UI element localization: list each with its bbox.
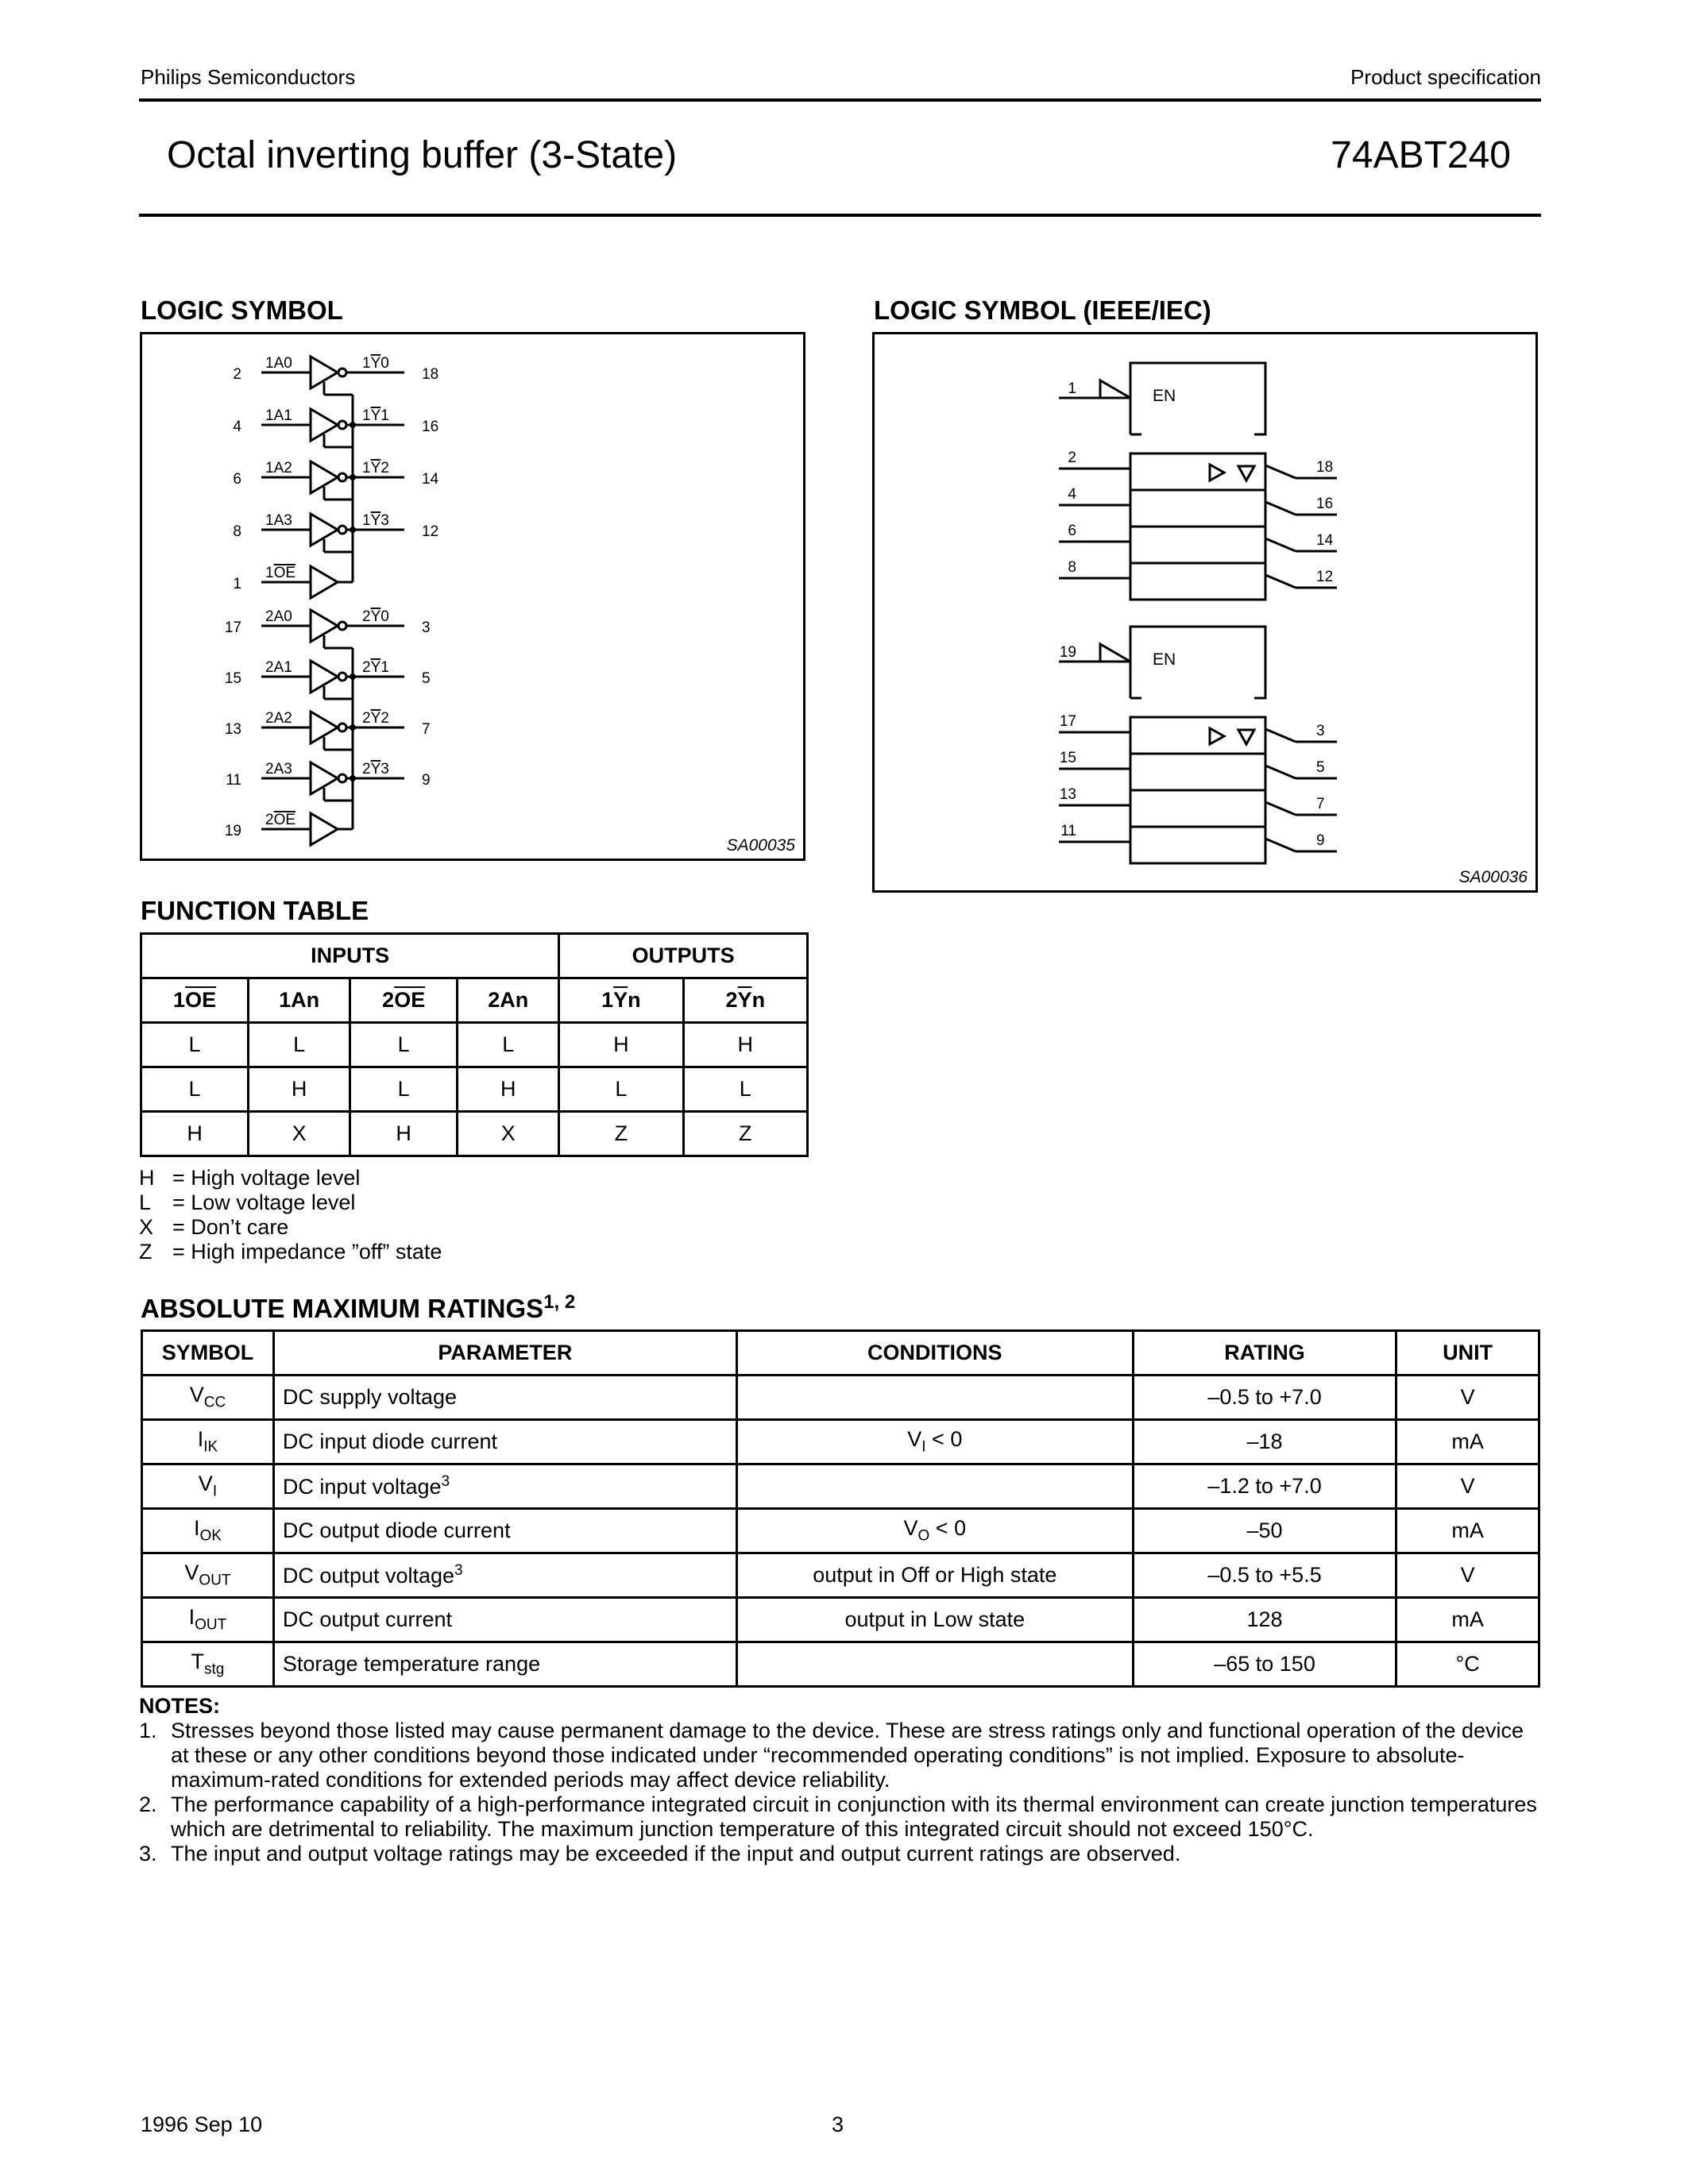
- junction-dot: [350, 527, 356, 533]
- table-cell: [273, 1509, 736, 1553]
- table-cell: [736, 1376, 1133, 1420]
- table-row: [141, 1067, 808, 1112]
- active-low-indicator: [1100, 644, 1130, 662]
- condition: V: [903, 1516, 918, 1541]
- col-prefix: 2: [382, 988, 395, 1012]
- output-pin-number: 14: [422, 471, 439, 488]
- group-inputs: INPUTS: [141, 934, 559, 978]
- table-row: [141, 1112, 808, 1156]
- col-overline: $\overline{OE}$: [185, 988, 217, 1012]
- parameter: Storage temperature range: [282, 1652, 541, 1676]
- table-row: [142, 1509, 1539, 1553]
- table-cell: [142, 1598, 274, 1642]
- abs-max-title: [141, 1291, 575, 1324]
- output-label: 2Y3: [362, 761, 389, 778]
- function-table: [140, 932, 809, 1157]
- col-suffix: n: [751, 988, 766, 1012]
- rating: 128: [1246, 1607, 1283, 1631]
- rating: –0.5 to +5.5: [1207, 1563, 1322, 1587]
- junction-dot: [350, 724, 356, 731]
- input-pin-number: 15: [1059, 750, 1076, 766]
- part-number: 74ABT240: [1331, 134, 1511, 176]
- rating: –65 to 150: [1214, 1652, 1315, 1676]
- buffer-symbol: [1210, 465, 1224, 480]
- pin-number: 8: [233, 523, 241, 540]
- output-pin-number: 3: [1316, 723, 1325, 739]
- symbol-subscript: CC: [203, 1394, 226, 1411]
- table-cell: [1133, 1420, 1396, 1464]
- input-pin-number: 6: [1068, 523, 1076, 539]
- buffer-gate: [311, 566, 338, 598]
- pin-number: 4: [233, 419, 241, 435]
- footer-date: 1996 Sep 10: [141, 2113, 263, 2136]
- table-cell: [736, 1553, 1133, 1598]
- output-pin-number: 16: [422, 419, 439, 435]
- table-cell: H: [683, 1023, 807, 1067]
- rating: –50: [1246, 1518, 1283, 1542]
- column-header: UNIT: [1396, 1331, 1539, 1376]
- symbol: I: [188, 1605, 195, 1630]
- table-cell: [273, 1553, 736, 1598]
- legend-key: Z: [139, 1240, 153, 1264]
- figure-id: SA00035: [726, 836, 795, 855]
- symbol: V: [198, 1472, 213, 1496]
- legend-item: [139, 1215, 442, 1240]
- table-cell: [1133, 1509, 1396, 1553]
- junction-dot: [350, 422, 356, 428]
- parameter: DC output diode current: [282, 1518, 511, 1542]
- output-pin-number: 18: [1316, 459, 1334, 476]
- input-label: 1A2: [265, 460, 292, 477]
- en-pin-number: 1: [1068, 380, 1076, 397]
- table-row: [142, 1376, 1539, 1420]
- output-pin-number: 7: [422, 721, 431, 738]
- negation-indicator: [1265, 502, 1296, 515]
- output-label: 2Y2: [362, 710, 389, 727]
- output-pin-number: 16: [1316, 496, 1334, 512]
- symbol: T: [191, 1650, 205, 1674]
- abs-max-header: [142, 1331, 1539, 1376]
- output-label: 1Y0: [362, 355, 389, 372]
- table-cell: [273, 1598, 736, 1642]
- junction-dot: [350, 474, 356, 480]
- table-cell: Z: [683, 1112, 807, 1156]
- column-header: [249, 978, 350, 1023]
- en-box: [1130, 627, 1265, 698]
- legend-text: = Low voltage level: [172, 1190, 356, 1214]
- buffer-gate: [311, 813, 338, 845]
- table-cell: L: [141, 1067, 249, 1112]
- note-text: The performance capability of a high-performance integrated circuit in conjunction with its thermal environment can create junction temperatures which are detrimental to reliability. The maximum junction temperature of this integrated circuit should not exceed 150°C.: [171, 1792, 1537, 1841]
- table-cell: [142, 1642, 274, 1687]
- input-pin-number: 11: [1060, 823, 1076, 839]
- symbol: V: [189, 1383, 204, 1407]
- col-prefix: 2An: [488, 988, 529, 1012]
- column-header: [683, 978, 807, 1023]
- oe-label: 1OE: [265, 565, 296, 581]
- input-pin-number: 13: [1059, 786, 1076, 803]
- symbol-subscript: stg: [204, 1661, 225, 1678]
- rating: –1.2 to +7.0: [1207, 1474, 1322, 1498]
- figure-id: SA00036: [1458, 868, 1528, 886]
- symbol-subscript: OUT: [199, 1572, 231, 1589]
- en-pin-number: 19: [1059, 644, 1076, 661]
- abs-max-title-text: ABSOLUTE MAXIMUM RATINGS: [141, 1294, 544, 1323]
- input-pin-number: 8: [1068, 559, 1076, 576]
- en-box: [1130, 363, 1265, 434]
- note-number: 2.: [139, 1792, 157, 1816]
- input-pin-number: 4: [1068, 486, 1076, 503]
- table-cell: Z: [559, 1112, 683, 1156]
- pin-number: 13: [224, 721, 241, 738]
- output-pin-number: 12: [1316, 569, 1334, 585]
- table-cell: L: [350, 1023, 458, 1067]
- header-rule-bottom: [139, 214, 1541, 217]
- table-cell: X: [249, 1112, 350, 1156]
- symbol: V: [184, 1561, 199, 1585]
- iec-symbol-title: LOGIC SYMBOL (IEEE/IEC): [874, 295, 1211, 325]
- table-cell: [1133, 1464, 1396, 1509]
- output-label: 1Y3: [362, 512, 389, 529]
- negation-indicator: [1265, 729, 1296, 742]
- table-cell: [1133, 1553, 1396, 1598]
- inverter-bubble: [338, 369, 346, 376]
- table-row: [142, 1598, 1539, 1642]
- table-cell: X: [458, 1112, 559, 1156]
- col-overline: $\overline{Y}$: [613, 988, 628, 1012]
- table-cell: L: [350, 1067, 458, 1112]
- output-label: 1Y1: [362, 407, 389, 424]
- pin-number: 11: [226, 772, 241, 789]
- symbol: I: [197, 1427, 204, 1452]
- condition-subscript: O: [917, 1527, 930, 1545]
- table-cell: [1396, 1464, 1539, 1509]
- company-name: Philips Semiconductors: [141, 65, 356, 89]
- table-cell: [1133, 1598, 1396, 1642]
- table-cell: [273, 1642, 736, 1687]
- symbol: I: [193, 1516, 200, 1541]
- legend-item: [139, 1190, 442, 1215]
- legend-item: [139, 1166, 442, 1190]
- inverter-bubble: [338, 774, 346, 782]
- negation-indicator: [1265, 538, 1296, 551]
- inverter-bubble: [338, 421, 346, 429]
- negation-indicator: [1265, 465, 1296, 478]
- pin-number: 6: [233, 471, 241, 488]
- legend-key: H: [139, 1166, 155, 1190]
- condition-tail: < 0: [929, 1516, 967, 1541]
- inverter-bubble: [338, 526, 346, 534]
- output-pin-number: 14: [1316, 532, 1334, 549]
- negation-indicator: [1265, 575, 1296, 588]
- pin-number: 15: [224, 670, 241, 687]
- table-cell: [142, 1509, 274, 1553]
- rating: –0.5 to +7.0: [1207, 1385, 1322, 1409]
- table-cell: [736, 1509, 1133, 1553]
- legend-item: [139, 1240, 442, 1264]
- notes: [139, 1694, 1541, 1866]
- column-header: [350, 978, 458, 1023]
- unit: V: [1460, 1563, 1475, 1587]
- output-pin-number: 3: [422, 619, 431, 636]
- column-header: RATING: [1133, 1331, 1396, 1376]
- input-pin-number: 17: [1059, 713, 1076, 730]
- table-row: [141, 1023, 808, 1067]
- inverter-bubble: [338, 723, 346, 731]
- negation-indicator: [1265, 766, 1296, 778]
- col-prefix: 2: [725, 988, 738, 1012]
- page-title: Octal inverting buffer (3-State): [167, 134, 678, 176]
- condition: output in Off or High state: [813, 1563, 1057, 1587]
- output-pin-number: 5: [1316, 759, 1325, 776]
- condition-tail: < 0: [925, 1427, 963, 1452]
- input-pin-number: 2: [1068, 450, 1076, 466]
- parameter: DC input diode current: [282, 1430, 498, 1453]
- note-number: 3.: [139, 1842, 157, 1866]
- output-pin-number: 7: [1316, 796, 1325, 812]
- iec-symbol-figure: [872, 332, 1538, 893]
- output-label: 2Y1: [362, 659, 389, 676]
- table-cell: [736, 1598, 1133, 1642]
- unit: mA: [1451, 1430, 1484, 1453]
- col-suffix: n: [628, 988, 641, 1012]
- note-item: [139, 1842, 1541, 1866]
- note-item: [139, 1719, 1541, 1792]
- legend-text: = High impedance ”off” state: [172, 1240, 442, 1264]
- function-table-legend: [139, 1166, 442, 1264]
- legend-key: L: [139, 1190, 152, 1214]
- column-header: [141, 978, 249, 1023]
- negation-indicator: [1265, 802, 1296, 815]
- table-cell: [1133, 1376, 1396, 1420]
- doc-type: Product specification: [1350, 65, 1541, 89]
- table-cell: [273, 1420, 736, 1464]
- column-header: SYMBOL: [142, 1331, 274, 1376]
- unit: V: [1460, 1474, 1475, 1498]
- table-row: [142, 1642, 1539, 1687]
- table-cell: [736, 1642, 1133, 1687]
- notes-title: NOTES:: [139, 1694, 221, 1718]
- symbol-subscript: OK: [199, 1527, 222, 1545]
- table-cell: [142, 1464, 274, 1509]
- en-label: EN: [1153, 650, 1176, 669]
- table-cell: L: [458, 1023, 559, 1067]
- pin-number: 2: [233, 366, 241, 383]
- active-low-indicator: [1100, 380, 1130, 398]
- column-header: [559, 978, 683, 1023]
- unit: mA: [1451, 1607, 1484, 1631]
- output-pin-number: 12: [422, 523, 439, 540]
- input-label: 1A3: [265, 512, 292, 529]
- three-state-symbol: [1238, 730, 1254, 744]
- unit: °C: [1455, 1652, 1480, 1676]
- oe-label: 2OE: [265, 812, 296, 828]
- table-cell: [1396, 1376, 1539, 1420]
- input-label: 2A1: [265, 659, 292, 676]
- page-number: 3: [832, 2113, 844, 2136]
- parameter: DC supply voltage: [282, 1385, 458, 1409]
- table-cell: H: [350, 1112, 458, 1156]
- logic-symbol-title: LOGIC SYMBOL: [141, 295, 343, 325]
- iec-symbol-diagram: [875, 334, 1535, 890]
- table-cell: H: [141, 1112, 249, 1156]
- parameter: DC output current: [282, 1607, 453, 1631]
- col-overline: $\overline{OE}$: [394, 988, 426, 1012]
- col-overline: $\overline{Y}$: [737, 988, 752, 1012]
- table-row: [142, 1420, 1539, 1464]
- legend-text: = Don’t care: [172, 1215, 289, 1239]
- oe-pin-number: 19: [224, 823, 241, 839]
- header-rule-top: [139, 98, 1541, 102]
- inverter-bubble: [338, 473, 346, 481]
- note-text: The input and output voltage ratings may be exceeded if the input and output current ratings are observed.: [171, 1842, 1181, 1866]
- table-cell: [1133, 1642, 1396, 1687]
- junction-dot: [350, 775, 356, 781]
- output-pin-number: 9: [1316, 832, 1325, 849]
- group-outputs: OUTPUTS: [559, 934, 808, 978]
- abs-max-table: [141, 1329, 1540, 1688]
- parameter: DC input voltage: [282, 1475, 442, 1499]
- output-pin-number: 5: [422, 670, 431, 687]
- table-cell: L: [683, 1067, 807, 1112]
- input-label: 2A3: [265, 761, 292, 778]
- negation-indicator: [1265, 839, 1296, 851]
- table-cell: [736, 1464, 1133, 1509]
- table-cell: [1396, 1420, 1539, 1464]
- footnote-ref: 3: [454, 1562, 463, 1579]
- table-cell: [1396, 1598, 1539, 1642]
- column-header: PARAMETER: [273, 1331, 736, 1376]
- table-cell: [1396, 1509, 1539, 1553]
- table-cell: [142, 1376, 274, 1420]
- table-cell: [273, 1376, 736, 1420]
- column-header: CONDITIONS: [736, 1331, 1133, 1376]
- col-prefix: 1An: [279, 988, 320, 1012]
- note-number: 1.: [139, 1719, 157, 1742]
- input-label: 1A0: [265, 355, 292, 372]
- footnote-ref: 3: [441, 1473, 450, 1490]
- legend-text: = High voltage level: [172, 1166, 361, 1190]
- table-cell: L: [559, 1067, 683, 1112]
- col-prefix: 1: [601, 988, 614, 1012]
- table-cell: [273, 1464, 736, 1509]
- inverter-bubble: [338, 673, 346, 681]
- parameter: DC output voltage: [282, 1564, 455, 1588]
- note-item: [139, 1792, 1541, 1842]
- symbol-subscript: IK: [203, 1438, 218, 1456]
- en-label: EN: [1153, 387, 1176, 405]
- output-pin-number: 18: [422, 366, 439, 383]
- table-cell: [1396, 1553, 1539, 1598]
- table-cell: L: [249, 1023, 350, 1067]
- buffer-symbol: [1210, 728, 1224, 744]
- output-label: 1Y2: [362, 460, 389, 477]
- condition: output in Low state: [844, 1607, 1026, 1631]
- table-row: [142, 1553, 1539, 1598]
- condition-subscript: I: [921, 1438, 926, 1456]
- column-header: [458, 978, 559, 1023]
- function-table-title: FUNCTION TABLE: [141, 896, 369, 925]
- table-cell: H: [458, 1067, 559, 1112]
- rating: –18: [1246, 1430, 1283, 1453]
- table-cell: [736, 1420, 1133, 1464]
- oe-pin-number: 1: [233, 576, 241, 592]
- note-text: Stresses beyond those listed may cause permanent damage to the device. These are stress ratings only and functional operation of the device at these or any other conditions beyond those indicated under “recommended operating conditions” is not implied. Exposure to absolute-maximum-rated conditions for extended periods may affect device reliability.: [171, 1719, 1524, 1792]
- symbol-subscript: I: [212, 1483, 218, 1500]
- condition: V: [907, 1427, 922, 1452]
- table-cell: H: [249, 1067, 350, 1112]
- output-label: 2Y0: [362, 608, 389, 625]
- table-cell: H: [559, 1023, 683, 1067]
- col-prefix: 1: [173, 988, 186, 1012]
- legend-key: X: [139, 1215, 154, 1239]
- unit: mA: [1451, 1518, 1484, 1542]
- input-label: 2A0: [265, 608, 292, 625]
- input-label: 2A2: [265, 710, 292, 727]
- table-cell: [142, 1553, 274, 1598]
- unit: V: [1460, 1385, 1475, 1409]
- three-state-symbol: [1238, 466, 1254, 480]
- table-cell: [142, 1420, 274, 1464]
- input-label: 1A1: [265, 407, 292, 424]
- output-pin-number: 9: [422, 772, 431, 789]
- table-cell: L: [141, 1023, 249, 1067]
- function-table-header: [141, 978, 808, 1023]
- inverter-bubble: [338, 622, 346, 630]
- logic-symbol-figure: [140, 332, 805, 861]
- abs-max-title-sup: 1, 2: [543, 1291, 576, 1313]
- table-cell: [1396, 1642, 1539, 1687]
- table-row: [142, 1464, 1539, 1509]
- symbol-subscript: OUT: [195, 1616, 227, 1634]
- pin-number: 17: [224, 619, 241, 636]
- logic-symbol-diagram: [142, 334, 803, 859]
- junction-dot: [350, 673, 356, 680]
